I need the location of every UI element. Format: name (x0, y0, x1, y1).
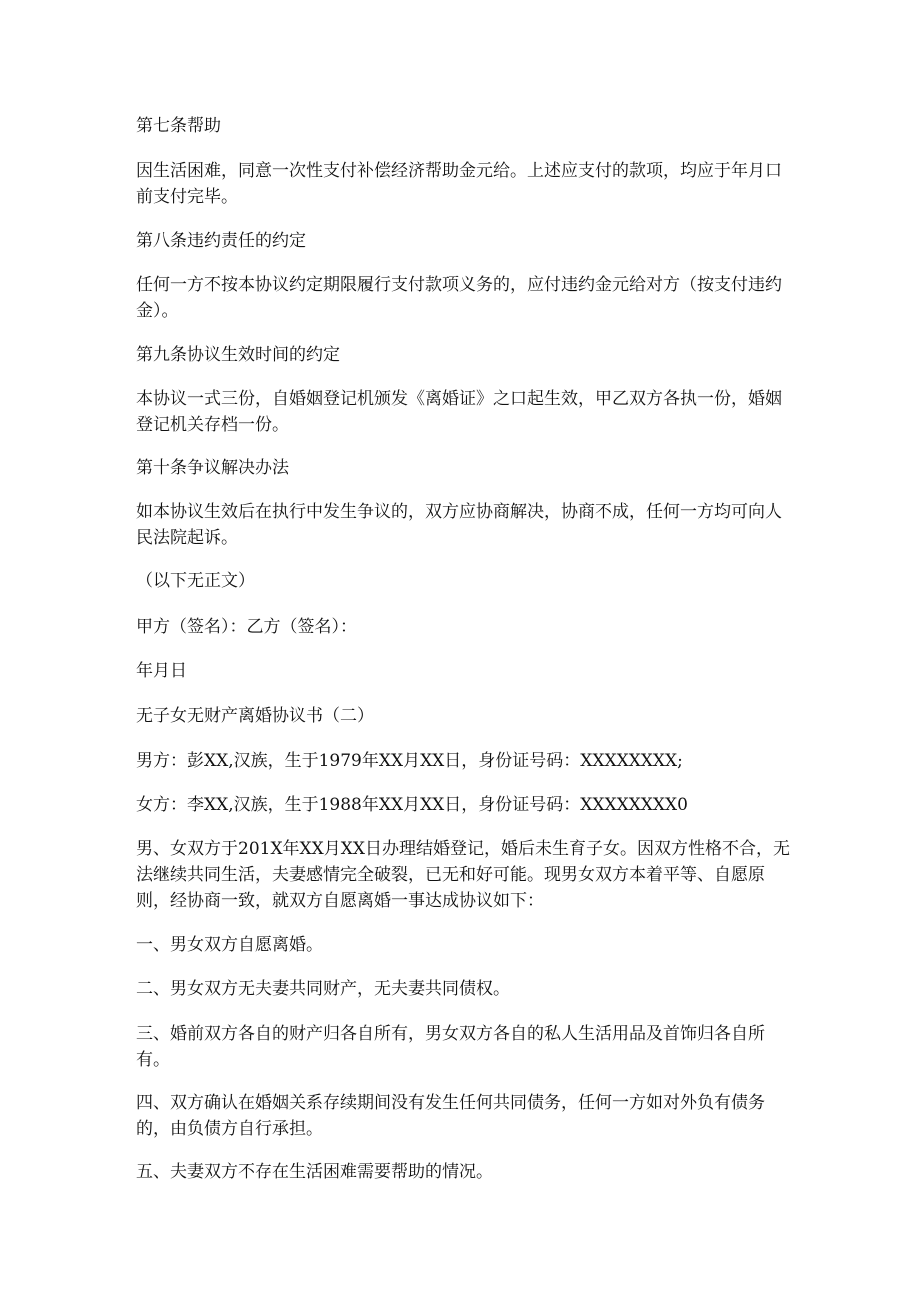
preamble: 男、女双方于201X年XX月XX日办理结婚登记，婚后未生育子女。因双方性格不合，无法继续共同生活，夫妻感情完全破裂，已无和好可能。现男女双方本着平等、自愿原则，经协商一致，就双方自愿离婚一事达成协议如下： (136, 839, 790, 911)
article-9-body: 本协议一式三份，自婚姻登记机颁发《离婚证》之口起生效，甲乙双方各执一份，婚姻登记机关存档一份。 (136, 389, 782, 435)
article-10-body: 如本协议生效后在执行中发生争议的，双方应协商解决，协商不成，任何一方均可向人民法院起诉。 (136, 502, 782, 548)
article-9-heading: 第九条协议生效时间的约定 (136, 345, 340, 365)
female-party-info: 女方：李XX,汉族，生于1988年XX月XX日，身份证号码：XXXXXXXX0 (136, 795, 688, 815)
article-10-heading: 第十条争议解决办法 (136, 458, 289, 478)
no-further-text: （以下无正文） (136, 571, 255, 591)
clause-2: 二、男女双方无夫妻共同财产，无夫妻共同债权。 (136, 979, 510, 999)
clause-3: 三、婚前双方各自的财产归各自所有，男女双方各自的私人生活用品及首饰归各自所有。 (136, 1024, 765, 1070)
male-party-info: 男方：彭XX,汉族，生于1979年XX月XX日，身份证号码：XXXXXXXX; (136, 751, 683, 771)
article-8-body: 任何一方不按本协议约定期限履行支付款项义务的，应付违约金元给对方（按支付违约金）。 (136, 275, 782, 321)
clause-4: 四、双方确认在婚姻关系存续期间没有发生任何共同债务，任何一方如对外负有债务的，由负债方自行承担。 (136, 1093, 765, 1139)
article-8-heading: 第八条违约责任的约定 (136, 231, 306, 251)
agreement-title: 无子女无财产离婚协议书（二） (136, 706, 374, 726)
clause-1: 一、男女双方自愿离婚。 (136, 935, 323, 955)
date-line: 年月日 (136, 661, 187, 681)
clause-5: 五、夫妻双方不存在生活困难需要帮助的情况。 (136, 1162, 493, 1182)
signature-line: 甲方（签名）：乙方（签名）： (136, 617, 357, 637)
article-7-body: 因生活困难，同意一次性支付补偿经济帮助金元给。上述应支付的款项，均应于年月口前支付完毕。 (136, 161, 782, 207)
article-7-heading: 第七条帮助 (136, 116, 221, 136)
